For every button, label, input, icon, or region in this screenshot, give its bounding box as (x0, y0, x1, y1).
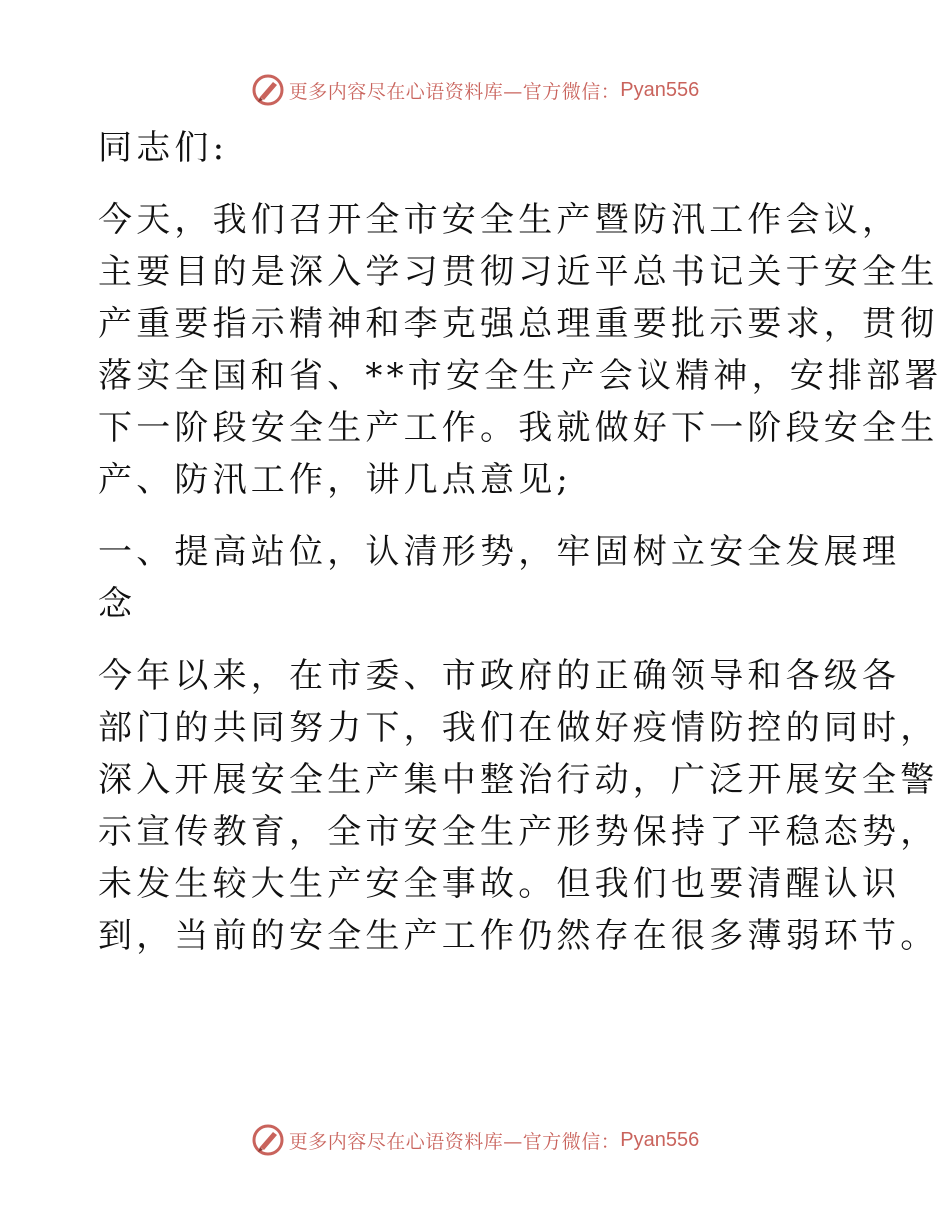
header-watermark (0, 70, 950, 110)
text-line: 今天，我们召开全市安全生产暨防汛工作会议， (98, 200, 901, 240)
text-line: 部门的共同努力下，我们在做好疫情防控的同时， (98, 708, 939, 748)
text-line: 下一阶段安全生产工作。我就做好下一阶段安全生 (98, 408, 939, 448)
text-line: 未发生较大生产安全事故。但我们也要清醒认识 (98, 864, 901, 904)
watermark-code: Pyan556 (620, 1128, 700, 1151)
text-line: 产、防汛工作，讲几点意见; (98, 460, 573, 500)
text-line: 念 (98, 584, 137, 624)
document-body (98, 122, 943, 962)
text-line: 一、提高站位，认清形势，牢固树立安全发展理 (98, 532, 901, 572)
text-line: 今年以来，在市委、市政府的正确领导和各级各 (98, 656, 901, 696)
paragraph-intro (98, 194, 943, 506)
text-line: 深入开展安全生产集中整治行动，广泛开展安全警 (98, 760, 939, 800)
text-line: 主要目的是深入学习贯彻习近平总书记关于安全生 (98, 252, 939, 292)
pen-logo-icon (251, 73, 285, 107)
text-line: 落实全国和省、**市安全生产会议精神，安排部署 (98, 356, 943, 396)
paragraph-body (98, 650, 939, 962)
text-line: 到，当前的安全生产工作仍然存在很多薄弱环节。 (98, 916, 939, 956)
watermark-code: Pyan556 (620, 78, 700, 101)
text-line: 产重要指示精神和李克强总理重要批示要求，贯彻 (98, 304, 939, 344)
text-line: 示宣传教育，全市安全生产形势保持了平稳态势， (98, 812, 939, 852)
watermark-text: 更多内容尽在心语资料库—官方微信： (288, 80, 621, 103)
text-line: 同志们: (98, 128, 229, 168)
paragraph-salutation (98, 122, 858, 174)
pen-logo-icon (251, 1123, 285, 1157)
section-heading (98, 526, 901, 630)
footer-watermark (0, 1120, 950, 1160)
watermark-text: 更多内容尽在心语资料库—官方微信： (288, 1130, 621, 1153)
